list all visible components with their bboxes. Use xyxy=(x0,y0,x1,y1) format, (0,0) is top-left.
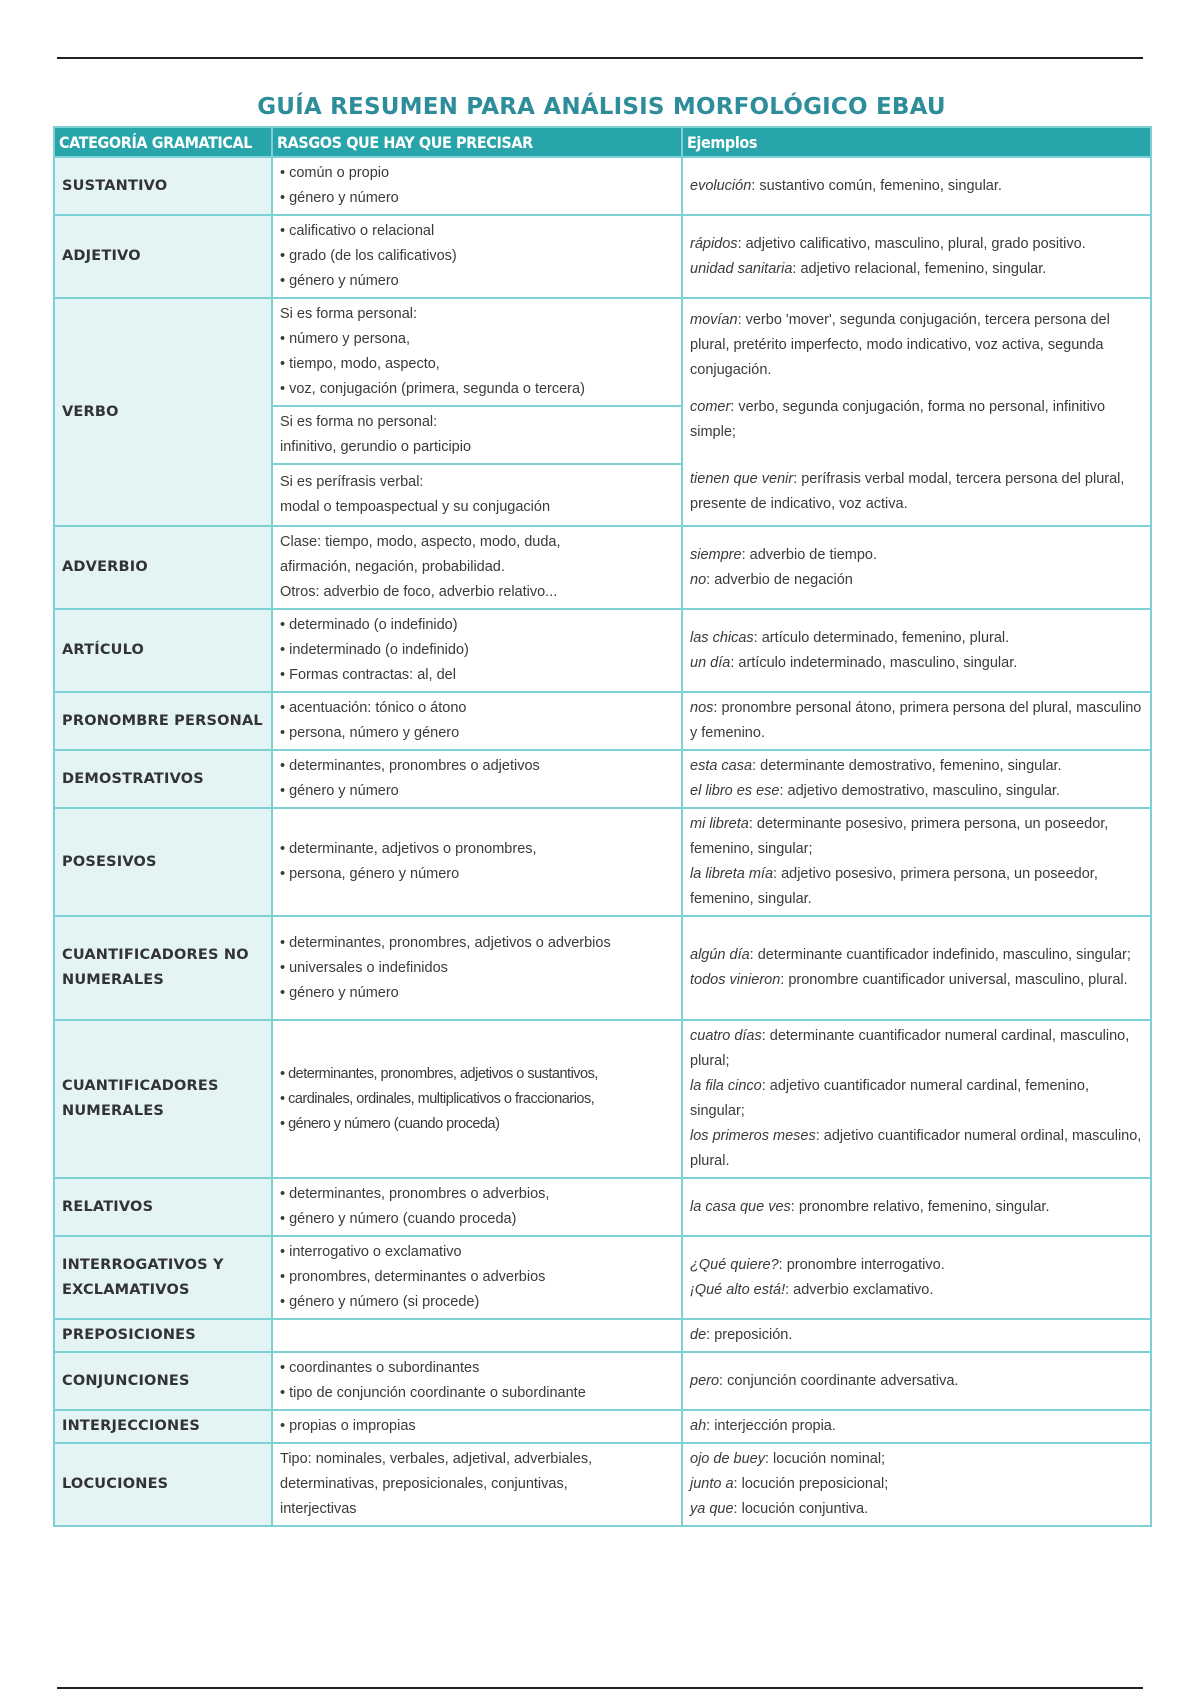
feature-line: • género y número (si procede) xyxy=(280,1294,480,1310)
table-row-adjetivo xyxy=(54,215,1151,298)
features-cell xyxy=(272,750,682,808)
feature-line: • voz, conjugación (primera, segunda o tercera) xyxy=(280,381,585,397)
feature-line: • universales o indefinidos xyxy=(280,959,448,976)
features-cell-perifrasis xyxy=(272,464,682,526)
feature-line: • número y persona, xyxy=(280,331,411,347)
features-cell xyxy=(272,1236,682,1319)
feature-line: • Formas contractas: al, del xyxy=(280,667,456,683)
table-row-interjecciones xyxy=(54,1410,1151,1443)
example-line: un día: artículo indeterminado, masculino, singular. xyxy=(690,654,1018,671)
features-cell xyxy=(272,157,682,215)
example-line: siempre: adverbio de tiempo. xyxy=(690,546,877,563)
feature-line: • coordinantes o subordinantes xyxy=(280,1360,480,1376)
feature-line: • interrogativo o exclamativo xyxy=(280,1244,462,1260)
category-cell: ADVERBIO xyxy=(54,526,272,609)
example-line: la fila cinco: adjetivo cuantificador numeral cardinal, femenino, singular; xyxy=(690,1078,1089,1119)
example-line: mi libreta: determinante posesivo, primera persona, un poseedor, femenino, singular; xyxy=(690,816,1109,857)
feature-line: interjectivas xyxy=(280,1501,357,1517)
examples-cell xyxy=(682,808,1151,916)
features-cell xyxy=(272,526,682,609)
example-line: tienen que venir: perífrasis verbal modal, tercera persona del plural, presente de indicativo, voz activa. xyxy=(690,470,1125,512)
example-line: ya que: locución conjuntiva. xyxy=(690,1501,869,1517)
table-row-verbo xyxy=(54,298,1151,406)
feature-line: Si es forma personal: xyxy=(280,306,418,322)
category-cell: DEMOSTRATIVOS xyxy=(54,750,272,808)
category-cell: INTERJECCIONES xyxy=(54,1410,272,1443)
features-cell xyxy=(272,1352,682,1410)
category-cell: VERBO xyxy=(54,298,272,526)
features-cell xyxy=(272,215,682,298)
examples-cell xyxy=(682,1236,1151,1319)
feature-line: • cardinales, ordinales, multiplicativos o fraccionarios, xyxy=(280,1090,595,1107)
examples-cell xyxy=(682,1020,1151,1178)
table-row-adverbio xyxy=(54,526,1151,609)
example-line: no: adverbio de negación xyxy=(690,571,853,588)
example-line: ah: interjección propia. xyxy=(690,1418,836,1434)
table-header-row xyxy=(54,127,1151,157)
examples-cell xyxy=(682,157,1151,215)
category-cell: PREPOSICIONES xyxy=(54,1319,272,1352)
category-cell: LOCUCIONES xyxy=(54,1443,272,1526)
features-cell xyxy=(272,1443,682,1526)
feature-line: • tiempo, modo, aspecto, xyxy=(280,356,440,372)
table-row-posesivos xyxy=(54,808,1151,916)
category-cell: SUSTANTIVO xyxy=(54,157,272,215)
example-line: la libreta mía: adjetivo posesivo, primera persona, un poseedor, femenino, singular. xyxy=(690,866,1098,907)
example-line: ojo de buey: locución nominal; xyxy=(690,1451,886,1467)
feature-line: modal o tempoaspectual y su conjugación xyxy=(280,499,551,515)
category-cell: PRONOMBRE PERSONAL xyxy=(54,692,272,750)
grammar-summary-table xyxy=(53,126,1152,1527)
category-cell: CONJUNCIONES xyxy=(54,1352,272,1410)
examples-cell xyxy=(682,609,1151,692)
feature-line: Si es perífrasis verbal: xyxy=(280,474,424,490)
table-row-relativos xyxy=(54,1178,1151,1236)
feature-line: • acentuación: tónico o átono xyxy=(280,700,467,716)
example-line: ¿Qué quiere?: pronombre interrogativo. xyxy=(690,1256,945,1273)
features-cell xyxy=(272,808,682,916)
table-row-cuantificadores-no-numerales xyxy=(54,916,1151,1020)
example-line: ¡Qué alto está!: adverbio exclamativo. xyxy=(690,1281,934,1298)
example-line: evolución: sustantivo común, femenino, singular. xyxy=(690,177,1002,194)
page-title: GUÍA RESUMEN PARA ANÁLISIS MORFOLÓGICO EBAU xyxy=(257,94,946,120)
feature-line: determinativas, preposicionales, conjuntivas, xyxy=(280,1476,568,1492)
feature-line: Clase: tiempo, modo, aspecto, modo, duda, xyxy=(280,534,561,550)
bottom-rule xyxy=(57,1687,1143,1689)
feature-line: • persona, número y género xyxy=(280,725,460,741)
features-cell xyxy=(272,1178,682,1236)
header-features: RASGOS QUE HAY QUE PRECISAR xyxy=(272,127,682,157)
examples-cell xyxy=(682,298,1151,526)
example-line: movían: verbo 'mover', segunda conjugación, tercera persona del plural, pretérito imperfecto, modo indicativo, voz activa, segunda conjugación. xyxy=(690,311,1110,378)
feature-line: • género y número xyxy=(280,190,399,206)
feature-line: • calificativo o relacional xyxy=(280,223,435,239)
table-row-preposiciones xyxy=(54,1319,1151,1352)
examples-cell xyxy=(682,1410,1151,1443)
table-row-pronombre-personal xyxy=(54,692,1151,750)
feature-line: • género y número (cuando proceda) xyxy=(280,1211,517,1227)
feature-line: • tipo de conjunción coordinante o subordinante xyxy=(280,1385,586,1401)
table-row-demostrativos xyxy=(54,750,1151,808)
top-rule xyxy=(57,57,1143,59)
example-line: esta casa: determinante demostrativo, femenino, singular. xyxy=(690,758,1062,774)
examples-cell xyxy=(682,1178,1151,1236)
feature-line: • género y número xyxy=(280,783,399,799)
table-row-conjunciones xyxy=(54,1352,1151,1410)
table-row-sustantivo xyxy=(54,157,1151,215)
feature-line: • común o propio xyxy=(280,165,390,181)
example-line: nos: pronombre personal átono, primera persona del plural, masculino y femenino. xyxy=(690,700,1142,741)
examples-cell xyxy=(682,215,1151,298)
category-cell: CUANTIFICADORES NO NUMERALES xyxy=(54,916,272,1020)
feature-line: • determinantes, pronombres o adjetivos xyxy=(280,758,540,774)
header-examples: Ejemplos xyxy=(682,127,1151,157)
table-row-articulo xyxy=(54,609,1151,692)
example-line: unidad sanitaria: adjetivo relacional, femenino, singular. xyxy=(690,260,1047,277)
feature-line: • género y número (cuando proceda) xyxy=(280,1115,500,1132)
example-line: los primeros meses: adjetivo cuantificador numeral ordinal, masculino, plural. xyxy=(690,1128,1142,1169)
feature-line: • pronombres, determinantes o adverbios xyxy=(280,1269,546,1285)
feature-line: infinitivo, gerundio o participio xyxy=(280,439,472,455)
feature-line: • determinantes, pronombres, adjetivos o sustantivos, xyxy=(280,1065,598,1082)
feature-line: Otros: adverbio de foco, adverbio relativo... xyxy=(280,584,558,600)
example-line: la casa que ves: pronombre relativo, femenino, singular. xyxy=(690,1198,1050,1215)
feature-line: • persona, género y número xyxy=(280,866,460,882)
example-line: algún día: determinante cuantificador indefinido, masculino, singular; xyxy=(690,947,1131,963)
category-cell: ARTÍCULO xyxy=(54,609,272,692)
table-row-interrogativos-exclamativos xyxy=(54,1236,1151,1319)
features-cell xyxy=(272,916,682,1020)
features-cell-personal xyxy=(272,298,682,406)
feature-line: • determinado (o indefinido) xyxy=(280,617,458,633)
features-cell xyxy=(272,609,682,692)
example-line: las chicas: artículo determinado, femenino, plural. xyxy=(690,629,1010,646)
features-cell xyxy=(272,1020,682,1178)
category-cell: POSESIVOS xyxy=(54,808,272,916)
feature-line: • determinantes, pronombres, adjetivos o adverbios xyxy=(280,934,611,951)
examples-cell xyxy=(682,1443,1151,1526)
feature-line: Tipo: nominales, verbales, adjetival, adverbiales, xyxy=(280,1451,593,1467)
examples-cell xyxy=(682,916,1151,1020)
examples-cell xyxy=(682,1352,1151,1410)
example-line: todos vinieron: pronombre cuantificador universal, masculino, plural. xyxy=(690,972,1128,988)
example-line: pero: conjunción coordinante adversativa. xyxy=(690,1372,959,1389)
feature-line: afirmación, negación, probabilidad. xyxy=(280,559,505,575)
category-cell: RELATIVOS xyxy=(54,1178,272,1236)
category-cell: ADJETIVO xyxy=(54,215,272,298)
example-line: comer: verbo, segunda conjugación, forma no personal, infinitivo simple; xyxy=(690,398,1106,440)
feature-line: • grado (de los calificativos) xyxy=(280,248,457,264)
feature-line: • género y número xyxy=(280,273,399,289)
examples-cell xyxy=(682,1319,1151,1352)
feature-line: • propias o impropias xyxy=(280,1418,416,1434)
examples-cell xyxy=(682,750,1151,808)
category-cell: CUANTIFICADORES NUMERALES xyxy=(54,1020,272,1178)
feature-line: • determinante, adjetivos o pronombres, xyxy=(280,841,537,857)
feature-line: • indeterminado (o indefinido) xyxy=(280,642,469,658)
features-cell xyxy=(272,1319,682,1352)
header-category: CATEGORÍA GRAMATICAL xyxy=(54,127,272,157)
feature-line: • determinantes, pronombres o adverbios, xyxy=(280,1186,550,1202)
table-row-cuantificadores-numerales xyxy=(54,1020,1151,1178)
example-line: de: preposición. xyxy=(690,1327,793,1343)
example-line: el libro es ese: adjetivo demostrativo, masculino, singular. xyxy=(690,783,1060,799)
features-cell xyxy=(272,692,682,750)
examples-cell xyxy=(682,692,1151,750)
example-line: cuatro días: determinante cuantificador numeral cardinal, masculino, plural; xyxy=(690,1028,1130,1069)
features-cell-no-personal xyxy=(272,406,682,464)
example-line: junto a: locución preposicional; xyxy=(690,1476,889,1492)
example-line: rápidos: adjetivo calificativo, masculino, plural, grado positivo. xyxy=(690,235,1086,252)
examples-cell xyxy=(682,526,1151,609)
category-cell: INTERROGATIVOS Y EXCLAMATIVOS xyxy=(54,1236,272,1319)
feature-line: • género y número xyxy=(280,984,399,1001)
table-row-locuciones xyxy=(54,1443,1151,1526)
feature-line: Si es forma no personal: xyxy=(280,414,438,430)
features-cell xyxy=(272,1410,682,1443)
